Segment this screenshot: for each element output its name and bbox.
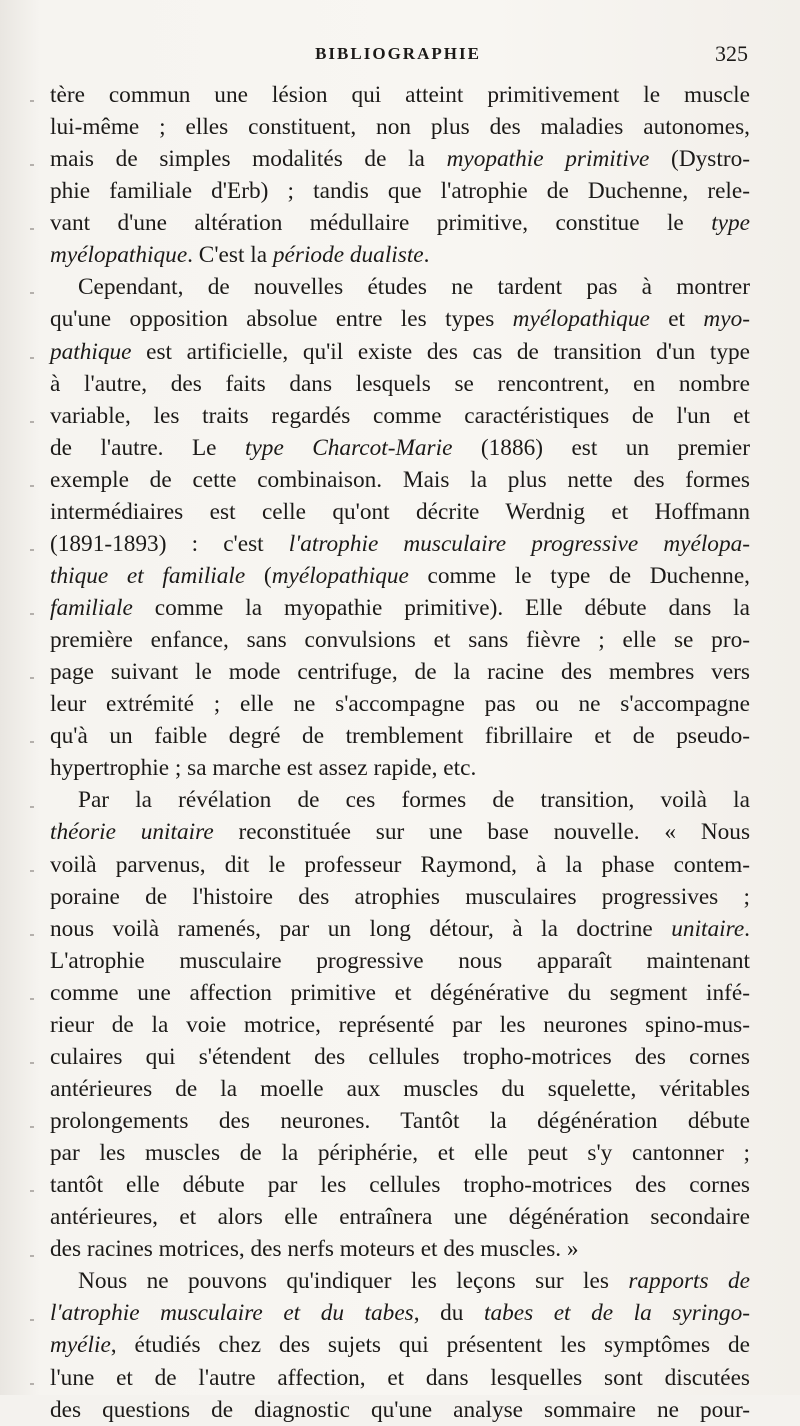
text-line xyxy=(50,688,750,720)
text-line xyxy=(50,1394,750,1426)
margin-mark xyxy=(30,421,34,423)
text-run: tère commun une lésion qui atteint primitivement le muscle xyxy=(50,82,750,108)
text-run: reconstituée sur une base nouvelle. « Nous xyxy=(213,819,751,846)
text-line xyxy=(50,881,750,913)
text-line xyxy=(50,913,750,945)
italic-text: rapports de xyxy=(628,1268,750,1295)
text-run: phie familiale d'Erb) ; tandis que l'atrophie de Duchenne, rele- xyxy=(50,178,750,205)
text-run: vant d'une altération médullaire primitive, constitue le xyxy=(50,210,712,237)
italic-text: tabes et de la syringo- xyxy=(483,1300,750,1327)
text-run: ( xyxy=(245,562,272,589)
text-run: de l'autre. Le xyxy=(50,434,245,461)
text-line xyxy=(50,207,750,239)
margin-mark xyxy=(30,228,34,230)
margin-mark xyxy=(30,164,34,166)
text-line xyxy=(50,560,750,592)
text-line xyxy=(50,816,750,848)
text-line xyxy=(50,1297,750,1329)
text-run: tantôt elle débute par les cellules tropho-motrices des cornes xyxy=(50,1172,750,1199)
text-line xyxy=(50,528,750,560)
text-run: L'atrophie musculaire progressive nous apparaît maintenant xyxy=(50,947,750,974)
margin-mark xyxy=(30,1383,34,1385)
text-line xyxy=(50,175,750,207)
text-line xyxy=(50,1362,750,1394)
italic-text: type xyxy=(711,210,750,237)
italic-text: l'atrophie musculaire et du tabes xyxy=(50,1300,414,1327)
text-line xyxy=(50,849,750,881)
text-run: (1891-1893) : c'est xyxy=(50,530,289,557)
text-run: . xyxy=(744,915,750,942)
text-line xyxy=(50,368,750,400)
text-run: l'une et de l'autre affection, et dans lesquelles sont discutées xyxy=(50,1364,750,1391)
text-run: lui-même ; elles constituent, non plus des maladies autonomes, xyxy=(50,114,750,141)
text-line xyxy=(50,1233,750,1265)
text-run: à l'autre, des faits dans lesquels se rencontrent, en nombre xyxy=(50,370,750,397)
text-run: des questions de diagnostic qu'une analyse sommaire ne pour- xyxy=(50,1396,750,1423)
running-head: BIBLIOGRAPHIE xyxy=(315,44,481,63)
text-line xyxy=(50,464,750,496)
italic-text: pathique xyxy=(50,338,132,365)
italic-text: myélie xyxy=(50,1332,111,1359)
italic-text: thique et familiale xyxy=(50,562,246,589)
body-text xyxy=(50,79,750,1426)
text-run: qu'à un faible degré de tremblement fibrillaire et de pseudo- xyxy=(50,723,750,750)
text-run: page suivant le mode centrifuge, de la racine des membres vers xyxy=(50,659,750,686)
margin-mark xyxy=(30,1126,34,1128)
text-line xyxy=(50,111,750,143)
text-line xyxy=(50,1329,750,1361)
italic-text: myélopathique xyxy=(50,242,188,269)
text-run: rieur de la voie motrice, représenté par les neurones spino-mus- xyxy=(50,1011,750,1038)
margin-mark xyxy=(30,357,34,359)
text-run: Cependant, de nouvelles études ne tardent pas à montrer xyxy=(78,274,750,301)
text-run: comme la myopathie primitive). Elle débute dans la xyxy=(132,595,750,621)
text-run: (1886) est un premier xyxy=(452,434,750,461)
text-run: culaires qui s'étendent des cellules tropho-motrices des cornes xyxy=(50,1043,750,1070)
text-line xyxy=(50,977,750,1009)
text-line xyxy=(50,1073,750,1105)
text-line xyxy=(50,1105,750,1137)
text-run: par les muscles de la périphérie, et elle peut s'y cantonner ; xyxy=(50,1140,750,1167)
text-run: . xyxy=(423,242,430,269)
text-run: leur extrémité ; elle ne s'accompagne pas ou ne s'accompagne xyxy=(50,691,750,718)
italic-text: l'atrophie musculaire progressive myélopa- xyxy=(288,530,750,557)
italic-text: myo- xyxy=(703,306,750,333)
text-run: exemple de cette combinaison. Mais la plus nette des formes xyxy=(50,466,750,493)
italic-text: myélopathique xyxy=(271,562,409,589)
margin-mark xyxy=(30,292,34,294)
margin-mark xyxy=(30,549,34,551)
italic-text: théorie unitaire xyxy=(50,819,214,846)
text-run: , du xyxy=(413,1300,484,1327)
text-run: antérieures, et alors elle entraînera une dégénération secondaire xyxy=(50,1204,750,1231)
margin-mark xyxy=(30,1255,34,1257)
text-line xyxy=(50,656,750,688)
text-line xyxy=(50,79,750,111)
margin-mark xyxy=(30,998,34,1000)
text-run: est artificielle, qu'il existe des cas de transition d'un type xyxy=(131,338,750,365)
text-line xyxy=(50,1041,750,1073)
margin-mark xyxy=(30,934,34,936)
text-run: nous voilà ramenés, par un long détour, à la doctrine xyxy=(50,915,672,942)
text-line xyxy=(50,143,750,175)
text-run: première enfance, sans convulsions et sans fièvre ; elle se pro- xyxy=(50,627,750,654)
text-run: intermédiaires est celle qu'ont décrite Werdnig et Hoffmann xyxy=(50,498,750,525)
text-run: comme le type de Duchenne, xyxy=(408,562,750,589)
text-run: , étudiés chez des sujets qui présentent les symptômes de xyxy=(110,1332,750,1359)
page-header xyxy=(48,41,748,74)
text-run: antérieures de la moelle aux muscles du squelette, véritables xyxy=(50,1075,750,1102)
text-line xyxy=(50,1265,750,1297)
text-run: . C'est la xyxy=(187,242,273,269)
text-run: mais de simples modalités de la xyxy=(50,146,447,173)
text-line xyxy=(50,1201,750,1233)
text-run: des racines motrices, des nerfs moteurs et des muscles. » xyxy=(50,1236,579,1263)
margin-mark xyxy=(30,677,34,679)
text-run: poraine de l'histoire des atrophies musculaires progressives ; xyxy=(50,883,750,910)
margin-mark xyxy=(30,1062,34,1064)
text-line xyxy=(50,752,750,784)
italic-text: type Charcot-Marie xyxy=(244,434,453,461)
italic-text: myélopathique xyxy=(512,306,650,333)
text-line xyxy=(50,1169,750,1201)
text-run: comme une affection primitive et dégénérative du segment infé- xyxy=(50,979,750,1006)
margin-ink-marks xyxy=(30,88,40,1338)
text-line xyxy=(50,1137,750,1169)
text-run: hypertrophie ; sa marche est assez rapide, etc. xyxy=(50,755,477,782)
text-run: Nous ne pouvons qu'indiquer les leçons sur les xyxy=(78,1268,629,1295)
margin-mark xyxy=(30,806,34,808)
margin-mark xyxy=(30,741,34,743)
text-run: qu'une opposition absolue entre les types xyxy=(50,306,513,333)
text-line xyxy=(50,336,750,368)
italic-text: unitaire xyxy=(671,915,745,942)
text-line xyxy=(50,720,750,752)
text-run: voilà parvenus, dit le professeur Raymond, à la phase contem- xyxy=(50,851,750,878)
page-number: 325 xyxy=(715,41,748,66)
margin-mark xyxy=(30,485,34,487)
text-line xyxy=(50,784,750,816)
text-line xyxy=(50,432,750,464)
margin-mark xyxy=(30,100,34,102)
italic-text: familiale xyxy=(50,595,133,621)
italic-text: myopathie primitive xyxy=(446,146,650,173)
text-line xyxy=(50,592,750,624)
text-line xyxy=(50,271,750,303)
text-line xyxy=(50,400,750,432)
text-line xyxy=(50,496,750,528)
text-line xyxy=(50,239,750,271)
margin-mark xyxy=(30,1319,34,1321)
text-run: (Dystro- xyxy=(649,146,750,173)
text-line xyxy=(50,303,750,335)
text-line xyxy=(50,1009,750,1041)
text-run: prolongements des neurones. Tantôt la dégénération débute xyxy=(50,1108,750,1134)
text-line xyxy=(50,945,750,977)
margin-mark xyxy=(30,1190,34,1192)
text-run: Par la révélation de ces formes de transition, voilà la xyxy=(78,787,750,814)
margin-mark xyxy=(30,613,34,615)
text-line xyxy=(50,624,750,656)
italic-text: période dualiste xyxy=(272,242,424,269)
margin-mark xyxy=(30,870,34,872)
text-run: et xyxy=(649,306,704,333)
text-run: variable, les traits regardés comme caractéristiques de l'un et xyxy=(50,402,750,429)
